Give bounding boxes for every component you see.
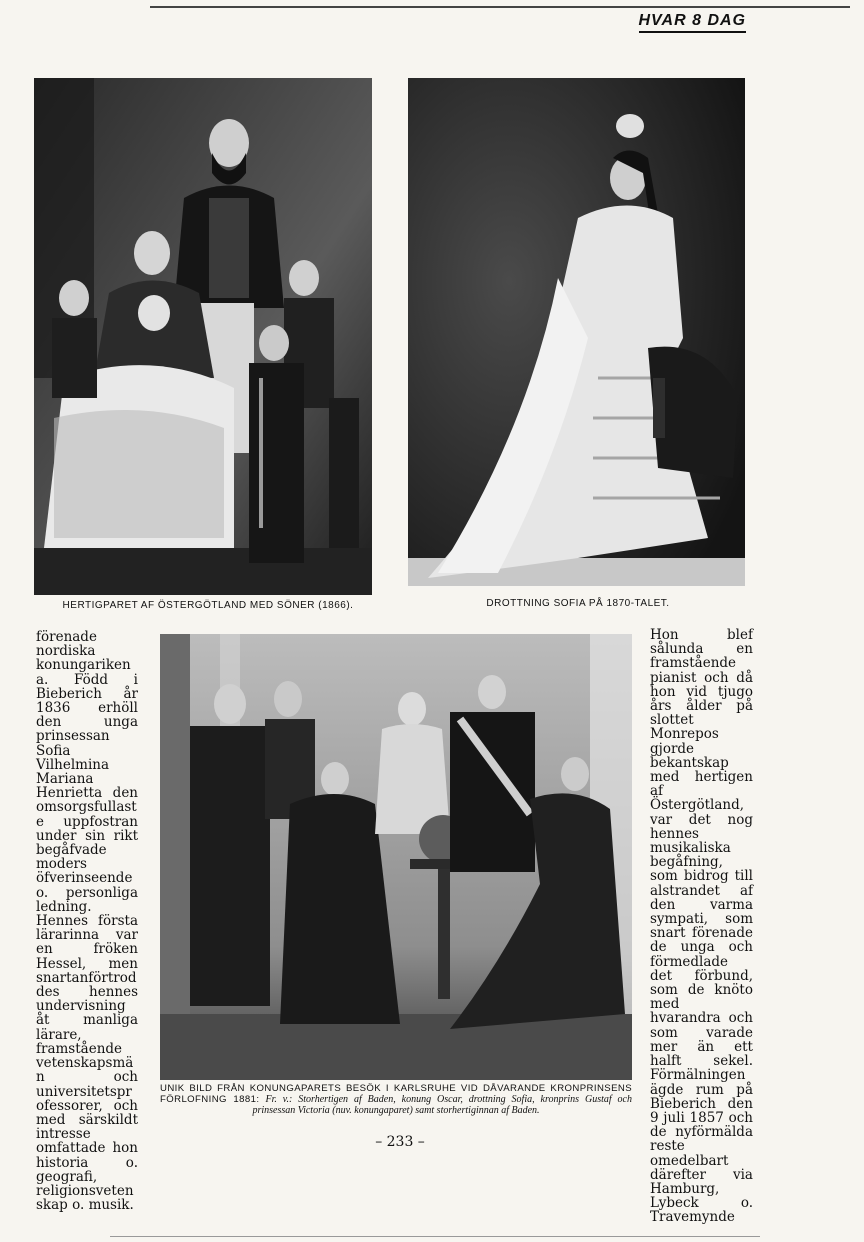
group-caption-names: Fr. v.: Storhertigen af Baden, konung Oscar, drottning Sofia, kronprins Gustaf och prinsessan Victoria (nuv. konungaparet) samt storhertiginnan af Baden. xyxy=(252,1094,632,1116)
group-photo xyxy=(160,634,632,1080)
queen-photo-caption: DROTTNING SOFIA PÅ 1870-TALET. xyxy=(486,598,670,609)
queen-photo xyxy=(408,78,745,586)
left-text-column: förenade nordiska konungarikena. Född i Bieberich år 1836 erhöll den unga prinsessan Sofia Vilhelmina Mariana Henrietta den omsorgsfullaste uppfostran under sin rikt begåfvade moders öfverinseende o. personliga ledning. Hennes första lärarinna var en fröken Hessel, men snartanförtroddes hennes undervisning åt manliga lärare, framstående vetenskapsmän och universitetsprofessorer, och med särskildt intresse omfattade hon historia o. geografi, religionsvetenskap o. musik. xyxy=(36,629,138,1214)
bottom-rule xyxy=(110,1236,760,1237)
right-text-column: Hon blef sålunda en framstående pianist och då hon vid tjugo års ålder på slottet Monrepos gjorde bekantskap med hertigen af Östergötland, var det nog hennes musikaliska begåfning, som bidrog till alstrandet af den varma sympati, som snart förenade de unga och förmedlade det förbund, som de knöto med hvarandra och som varade mer än ett halft sekel. Förmälningen ägde rum på Bieberich den 9 juli 1857 och de nyförmälda reste omedelbart därefter via Hamburg, Lybeck o. Travemynde xyxy=(650,627,753,1226)
top-rule xyxy=(150,6,850,8)
group-caption-heading: UNIK BILD FRÅN KONUNGAPARETS BESÖK I KARLSRUHE VID DÅVARANDE KRONPRINSENS FÖRLOFNING 1881: xyxy=(160,1083,632,1105)
family-photo xyxy=(34,78,372,595)
masthead: HVAR 8 DAG xyxy=(639,12,747,33)
family-photo-caption: HERTIGPARET AF ÖSTERGÖTLAND MED SÖNER (1866). xyxy=(62,600,354,611)
page-number: – 233 – xyxy=(375,1134,425,1150)
group-photo-caption xyxy=(160,1083,632,1116)
